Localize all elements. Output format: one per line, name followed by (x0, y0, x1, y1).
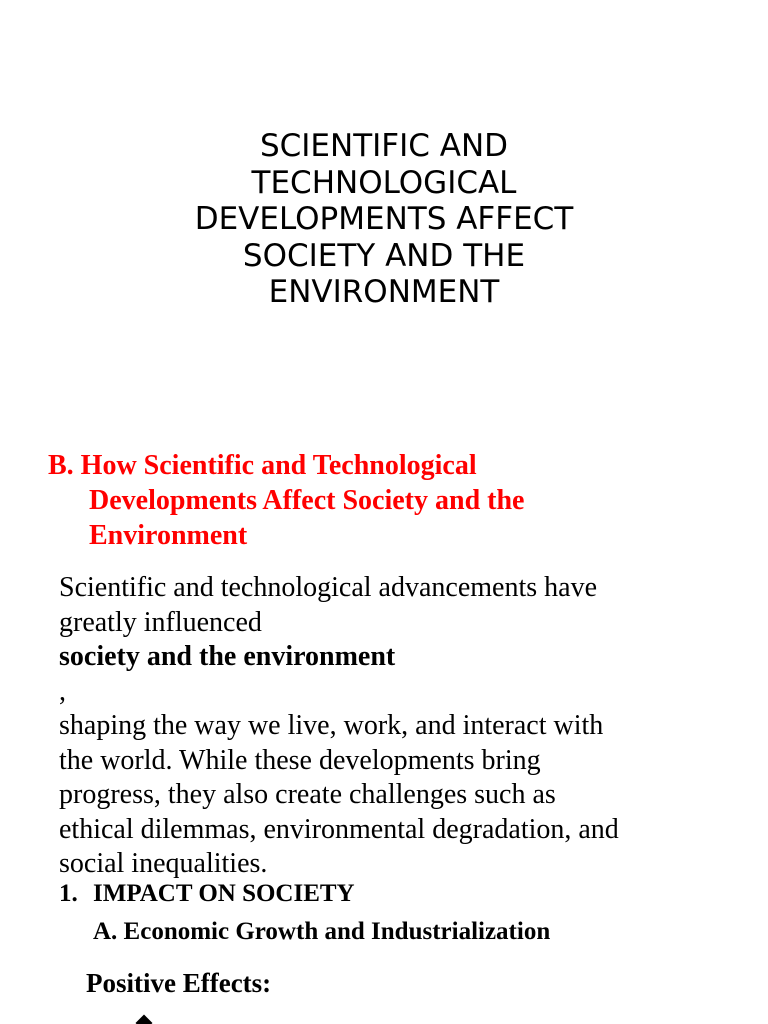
intro-line: progress, they also create challenges such as (59, 779, 556, 810)
intro-paragraph (59, 571, 749, 882)
intro-emphasis: society and the environment (59, 641, 396, 672)
section-heading (48, 448, 748, 553)
intro-line (59, 606, 749, 710)
intro-line: ethical dilemmas, environmental degradation, and (59, 813, 619, 845)
section-heading-line: Developments Affect Society and the (89, 485, 525, 516)
impact-label: IMPACT ON SOCIETY (93, 880, 355, 907)
impact-heading (59, 877, 355, 911)
section-heading-line: B. How Scientific and Technological (48, 450, 477, 481)
title-line: TECHNOLOGICAL (251, 164, 517, 201)
title-line: DEVELOPMENTS AFFECT (194, 201, 574, 237)
intro-text: , (59, 675, 66, 707)
intro-line: Scientific and technological advancements have (59, 572, 598, 603)
subsection-heading: A. Economic Growth and Industrialization (93, 918, 551, 945)
page-title (0, 128, 768, 311)
section-heading-line: Environment (89, 520, 248, 551)
title-line: ENVIRONMENT (268, 274, 500, 310)
title-line: SOCIETY AND THE (242, 237, 526, 274)
positive-effects-label: Positive Effects: (86, 968, 272, 998)
title-line: SCIENTIFIC AND (259, 128, 509, 164)
intro-line: the world. While these developments bring (59, 744, 541, 776)
intro-line: shaping the way we live, work, and interact with (59, 710, 604, 741)
impact-number: 1. (59, 880, 78, 907)
diamond-bullet-icon (136, 1015, 153, 1024)
intro-text: greatly influenced (59, 606, 262, 638)
intro-line: social inequalities. (59, 848, 268, 879)
